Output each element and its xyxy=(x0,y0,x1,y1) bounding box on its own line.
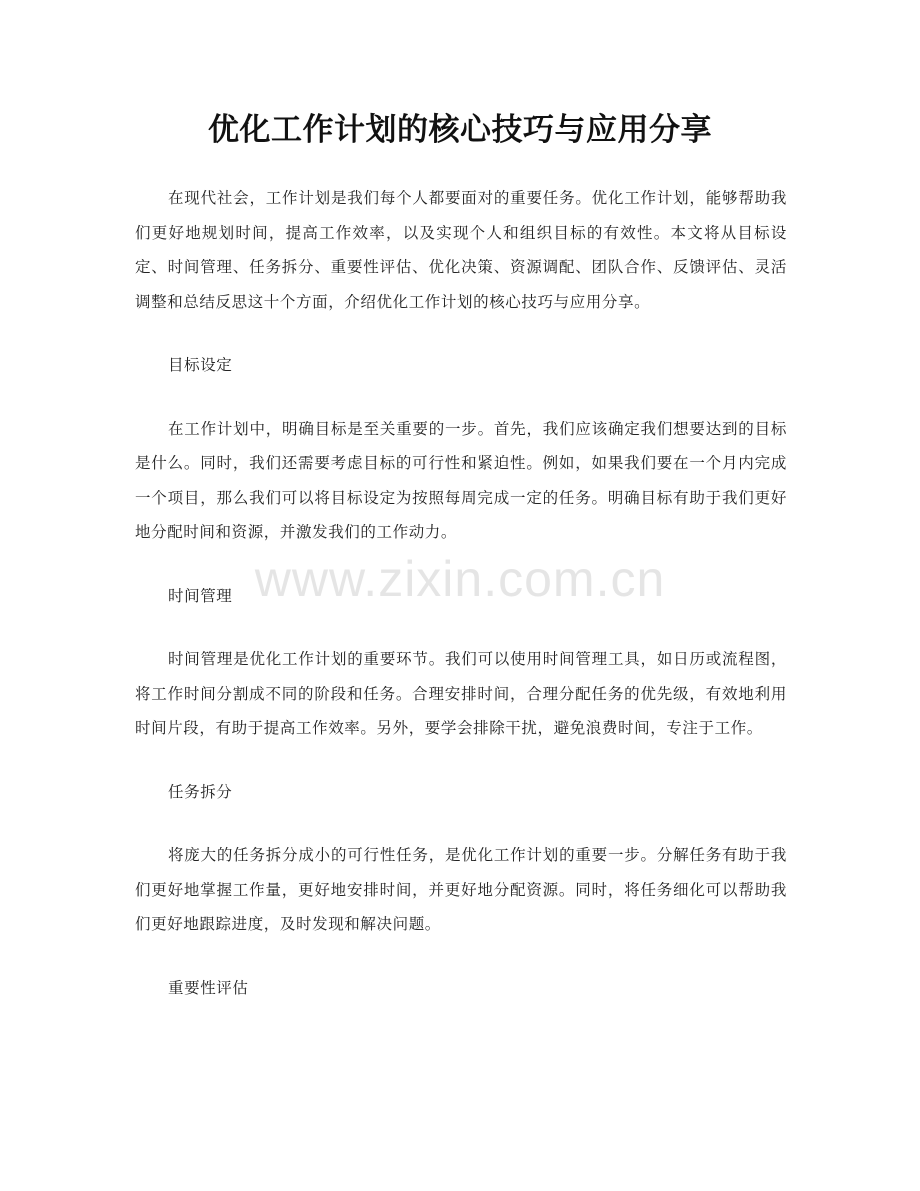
document-title: 优化工作计划的核心技巧与应用分享 xyxy=(208,112,712,148)
watermark: www.zixin.com.cn xyxy=(254,551,666,607)
document-body xyxy=(135,181,787,1034)
section-heading-time-management: 时间管理 xyxy=(168,586,233,605)
intro-paragraph: 在现代社会，工作计划是我们每个人都要面对的重要任务。优化工作计划，能够帮助我们更好地规划时间，提高工作效率，以及实现个人和组织目标的有效性。本文将从目标设定、时间管理、任务拆分、重要性评估、优化决策、资源调配、团队合作、反馈评估、灵活调整和总结反思这十个方面，介绍优化工作计划的核心技巧与应用分享。 xyxy=(135,189,787,311)
section-heading-importance-assessment: 重要性评估 xyxy=(168,978,249,997)
goal-setting-paragraph: 在工作计划中，明确目标是至关重要的一步。首先，我们应该确定我们想要达到的目标是什么。同时，我们还需要考虑目标的可行性和紧迫性。例如，如果我们要在一个月内完成一个项目，那么我们可以将目标设定为按照每周完成一定的任务。明确目标有助于我们更好地分配时间和资源，并激发我们的工作动力。 xyxy=(135,419,787,541)
section-heading-goal-setting: 目标设定 xyxy=(168,356,233,374)
task-breakdown-paragraph: 将庞大的任务拆分成小的可行性任务，是优化工作计划的重要一步。分解任务有助于我们更好地掌握工作量，更好地安排时间，并更好地分配资源。同时，将任务细化可以帮助我们更好地跟踪进度，及时发现和解决问题。 xyxy=(135,846,787,933)
section-heading-task-breakdown: 任务拆分 xyxy=(168,782,233,801)
time-management-paragraph: 时间管理是优化工作计划的重要环节。我们可以使用时间管理工具，如日历或流程图，将工作时间分割成不同的阶段和任务。合理安排时间，合理分配任务的优先级，有效地利用时间片段，有助于提高工作效率。另外，要学会排除干扰，避免浪费时间，专注于工作。 xyxy=(135,650,787,737)
